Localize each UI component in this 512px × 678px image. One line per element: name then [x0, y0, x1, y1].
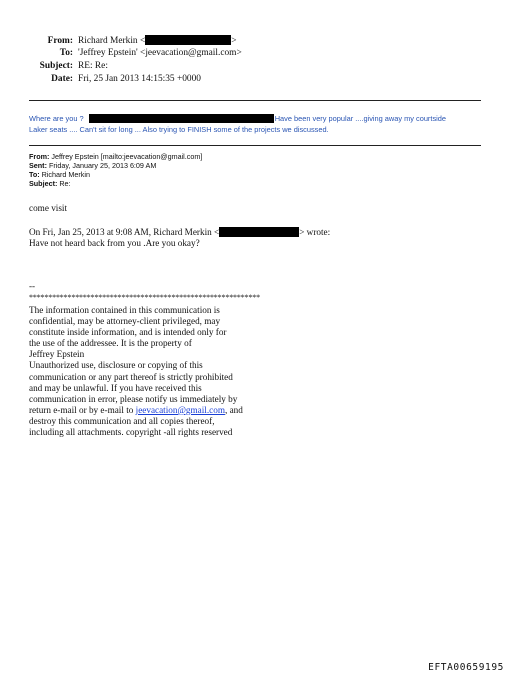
disclaimer-line: including all attachments. copyright -all rights reserved	[29, 427, 233, 438]
disclaimer-line: constitute inside information, and is intended only for	[29, 327, 227, 338]
email-link[interactable]: jeevacation@gmail.com	[135, 404, 225, 415]
bates-number: EFTA00659195	[428, 662, 504, 673]
header-from-value: Richard Merkin < >	[78, 36, 237, 46]
reply-divider	[29, 145, 481, 146]
header-divider	[29, 100, 481, 101]
disclaimer-line: confidential, may be attorney-client privileged, may	[29, 316, 221, 327]
redacted-block	[145, 35, 231, 45]
disclaimer-line: and may be unlawful. If you have received this	[29, 382, 202, 393]
disclaimer-line: The information contained in this communication is	[29, 305, 220, 315]
body-quote-intro: On Fri, Jan 25, 2013 at 9:08 AM, Richard Merkin < > wrote:	[29, 227, 331, 237]
disclaimer-line: communication or any part thereof is strictly prohibited	[29, 371, 233, 382]
header-date-label: Date:	[51, 74, 73, 84]
disclaimer-line: the use of the addressee. It is the property of	[29, 338, 192, 349]
body-quote-text: Have not heard back from you .Are you okay?	[29, 238, 200, 248]
disclaimer-block	[29, 305, 243, 438]
redacted-block	[89, 114, 274, 123]
disclaimer-line: return e-mail or by e-mail to jeevacation@gmail.com, and	[29, 404, 243, 415]
header-subject-value: RE: Re:	[78, 61, 108, 71]
forwarded-to: To: Richard Merkin	[29, 170, 90, 179]
header-to-label: To:	[59, 48, 73, 58]
reply-line-1: Where are you ? Have been very popular ....giving away my courtside	[29, 114, 447, 123]
disclaimer-line: communication in error, please notify us immediately by	[29, 393, 238, 404]
forwarded-subject: Subject: Re:	[29, 179, 71, 188]
header-to-value: 'Jeffrey Epstein' <jeevacation@gmail.com>	[78, 48, 242, 58]
signature-dashes: --	[29, 281, 36, 291]
disclaimer-line: Unauthorized use, disclosure or copying of this	[29, 360, 203, 371]
forwarded-from: From: Jeffrey Epstein [mailto:jeevacation@gmail.com]	[29, 152, 203, 161]
disclaimer-line: Jeffrey Epstein	[29, 349, 85, 360]
header-subject-label: Subject:	[39, 61, 73, 71]
signature-stars: ************************************************************	[29, 293, 261, 302]
redacted-block	[219, 227, 299, 237]
body-come-visit: come visit	[29, 203, 68, 213]
disclaimer-line: destroy this communication and all copies thereof,	[29, 415, 215, 426]
reply-line-2: Laker seats .... Can't sit for long ... Also trying to FINISH some of the projects we discussed.	[29, 125, 329, 134]
header-from-label: From:	[47, 36, 73, 46]
forwarded-sent: Sent: Friday, January 25, 2013 6:09 AM	[29, 161, 157, 170]
header-date-value: Fri, 25 Jan 2013 14:15:35 +0000	[78, 74, 201, 84]
